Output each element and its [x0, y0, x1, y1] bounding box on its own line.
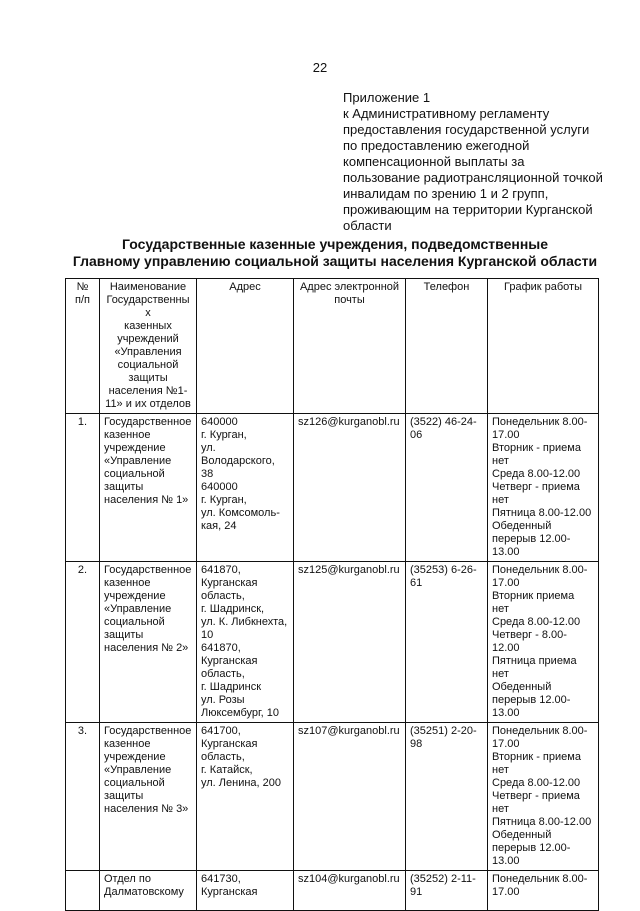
cell-address: 641700, Курганская область, г. Катайск, ул. Ленина, 200 — [197, 723, 294, 871]
cell-schedule: Понедельник 8.00- 17.00 Вторник - приема нет Среда 8.00-12.00 Четверг - приема нет Пятница 8.00-12.00 Обеденный перерыв 12.00-13.00 — [488, 414, 599, 562]
appendix-line: пользование радиотрансляционной точкой — [343, 170, 603, 185]
cell-email: sz126@kurganobl.ru — [294, 414, 406, 562]
document-heading — [40, 236, 630, 270]
cell-email: sz125@kurganobl.ru — [294, 562, 406, 723]
cell-num: 2. — [66, 562, 100, 723]
header-address: Адрес — [197, 279, 294, 414]
cell-schedule: Понедельник 8.00- 17.00 Вторник приема нет Среда 8.00-12.00 Четверг - 8.00-12.00 Пятница приема нет Обеденный перерыв 12.00-13.00 — [488, 562, 599, 723]
table-row — [66, 562, 599, 723]
cell-schedule: Понедельник 8.00- 17.00 Вторник - приема нет Среда 8.00-12.00 Четверг - приема нет Пятница 8.00-12.00 Обеденный перерыв 12.00-13.00 — [488, 723, 599, 871]
cell-num: 3. — [66, 723, 100, 871]
cell-address: 640000 г. Курган, ул. Володарского, 38 640000 г. Курган, ул. Комсомоль- кая, 24 — [197, 414, 294, 562]
heading-line-1: Государственные казенные учреждения, подведомственные — [121, 236, 549, 252]
header-schedule: График работы — [488, 279, 599, 414]
table-row — [66, 414, 599, 562]
appendix-line: проживающим на территории Курганской — [343, 202, 593, 217]
cell-phone: (35251) 2-20- 98 — [406, 723, 488, 871]
header-name: Наименование Государственных казенных учреждений «Управления социальной защиты населения №1- 11» и их отделов — [100, 279, 197, 414]
appendix-line: инвалидам по зрению 1 и 2 групп, — [343, 186, 549, 201]
cell-name: Отдел по Далматовскому — [100, 871, 197, 911]
appendix-note — [343, 90, 628, 234]
page-number: 22 — [312, 60, 328, 75]
cell-phone: (3522) 46-24- 06 — [406, 414, 488, 562]
cell-address: 641870, Курганская область, г. Шадринск, ул. К. Либкнехта, 10 641870, Курганская область, г. Шадринск ул. Розы Люксембург, 10 — [197, 562, 294, 723]
cell-email: sz107@kurganobl.ru — [294, 723, 406, 871]
cell-phone: (35252) 2-11-91 — [406, 871, 488, 911]
header-num: № п/п — [66, 279, 100, 414]
cell-address: 641730, Курганская — [197, 871, 294, 911]
appendix-line: предоставления государственной услуги — [343, 122, 590, 137]
appendix-line: по предоставлению ежегодной — [343, 138, 530, 153]
cell-num: 1. — [66, 414, 100, 562]
cell-name: Государственное казенное учреждение «Управление социальной защиты населения № 2» — [100, 562, 197, 723]
table-row — [66, 723, 599, 871]
appendix-line: компенсационной выплаты за — [343, 154, 525, 169]
header-phone: Телефон — [406, 279, 488, 414]
institutions-table — [65, 278, 599, 911]
cell-name: Государственное казенное учреждение «Управление социальной защиты населения № 1» — [100, 414, 197, 562]
cell-name: Государственное казенное учреждение «Управление социальной защиты населения № 3» — [100, 723, 197, 871]
appendix-line: области — [343, 218, 392, 233]
table-header-row — [66, 279, 599, 414]
cell-schedule: Понедельник 8.00- 17.00 — [488, 871, 599, 911]
cell-email: sz104@kurganobl.ru — [294, 871, 406, 911]
appendix-line: Приложение 1 — [343, 90, 431, 105]
heading-line-2: Главному управлению социальной защиты населения Курганской области — [72, 253, 598, 269]
header-email: Адрес электронной почты — [294, 279, 406, 414]
appendix-line: к Административному регламенту — [343, 106, 550, 121]
cell-phone: (35253) 6-26- 61 — [406, 562, 488, 723]
